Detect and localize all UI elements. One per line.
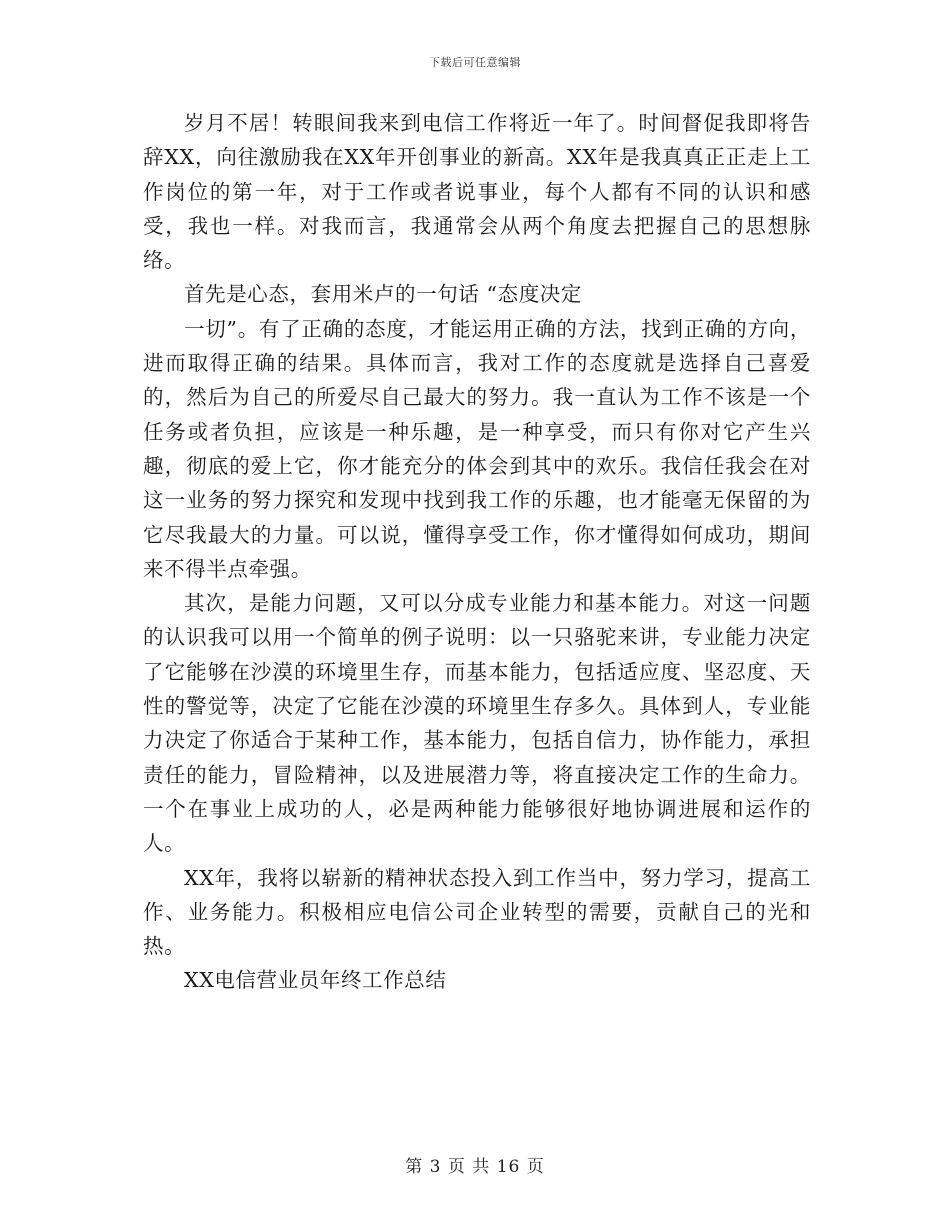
paragraph-intro: 岁月不居！转眼间我来到电信工作将近一年了。时间督促我即将告辞XX，向往激励我在XX年开创事业的新高。XX年是我真真正正走上工作岗位的第一年，对于工作或者说事业，每个人都有不同的认识和感受，我也一样。对我而言，我通常会从两个角度去把握自己的思想脉络。 <box>143 111 811 273</box>
paragraph-plan: XX年，我将以崭新的精神状态投入到工作当中，努力学习，提高工作、业务能力。积极相应电信公司企业转型的需要，贡献自己的光和热。 <box>143 865 811 959</box>
paragraph-attitude-lead: 首先是心态，套用米卢的一句话 “态度决定 <box>184 282 582 307</box>
paragraph-attitude: 一切”。有了正确的态度，才能运用正确的方法，找到正确的方向，进而取得正确的结果。具体而言，我对工作的态度就是选择自己喜爱的，然后为自己的所爱尽自己最大的努力。我一直认为工作不该是一个任务或者负担，应该是一种乐趣，是一种享受，而只有你对它产生兴趣，彻底的爱上它，你才能充分的体会到其中的欢乐。我信任我会在对这一业务的努力探究和发现中找到我工作的乐趣，也才能毫无保留的为它尽我最大的力量。可以说，懂得享受工作，你才懂得如何成功，期间来不得半点牵强。 <box>143 316 811 581</box>
document-body <box>143 106 811 998</box>
page-number: 第 3 页 共 16 页 <box>405 1157 545 1177</box>
paragraph-ability: 其次，是能力问题，又可以分成专业能力和基本能力。对这一问题的认识我可以用一个简单的例子说明：以一只骆驼来讲，专业能力决定了它能够在沙漠的环境里生存，而基本能力，包括适应度、坚忍度、天性的警觉等，决定了它能在沙漠的环境里生存多久。具体到人，专业能力决定了你适合于某种工作，基本能力，包括自信力，协作能力，承担责任的能力，冒险精神，以及进展潜力等，将直接决定工作的生命力。一个在事业上成功的人，必是两种能力能够很好地协调进展和运作的人。 <box>143 591 811 856</box>
section-title: XX电信营业员年终工作总结 <box>184 968 447 993</box>
header-note: 下载后可任意编辑 <box>429 56 521 69</box>
